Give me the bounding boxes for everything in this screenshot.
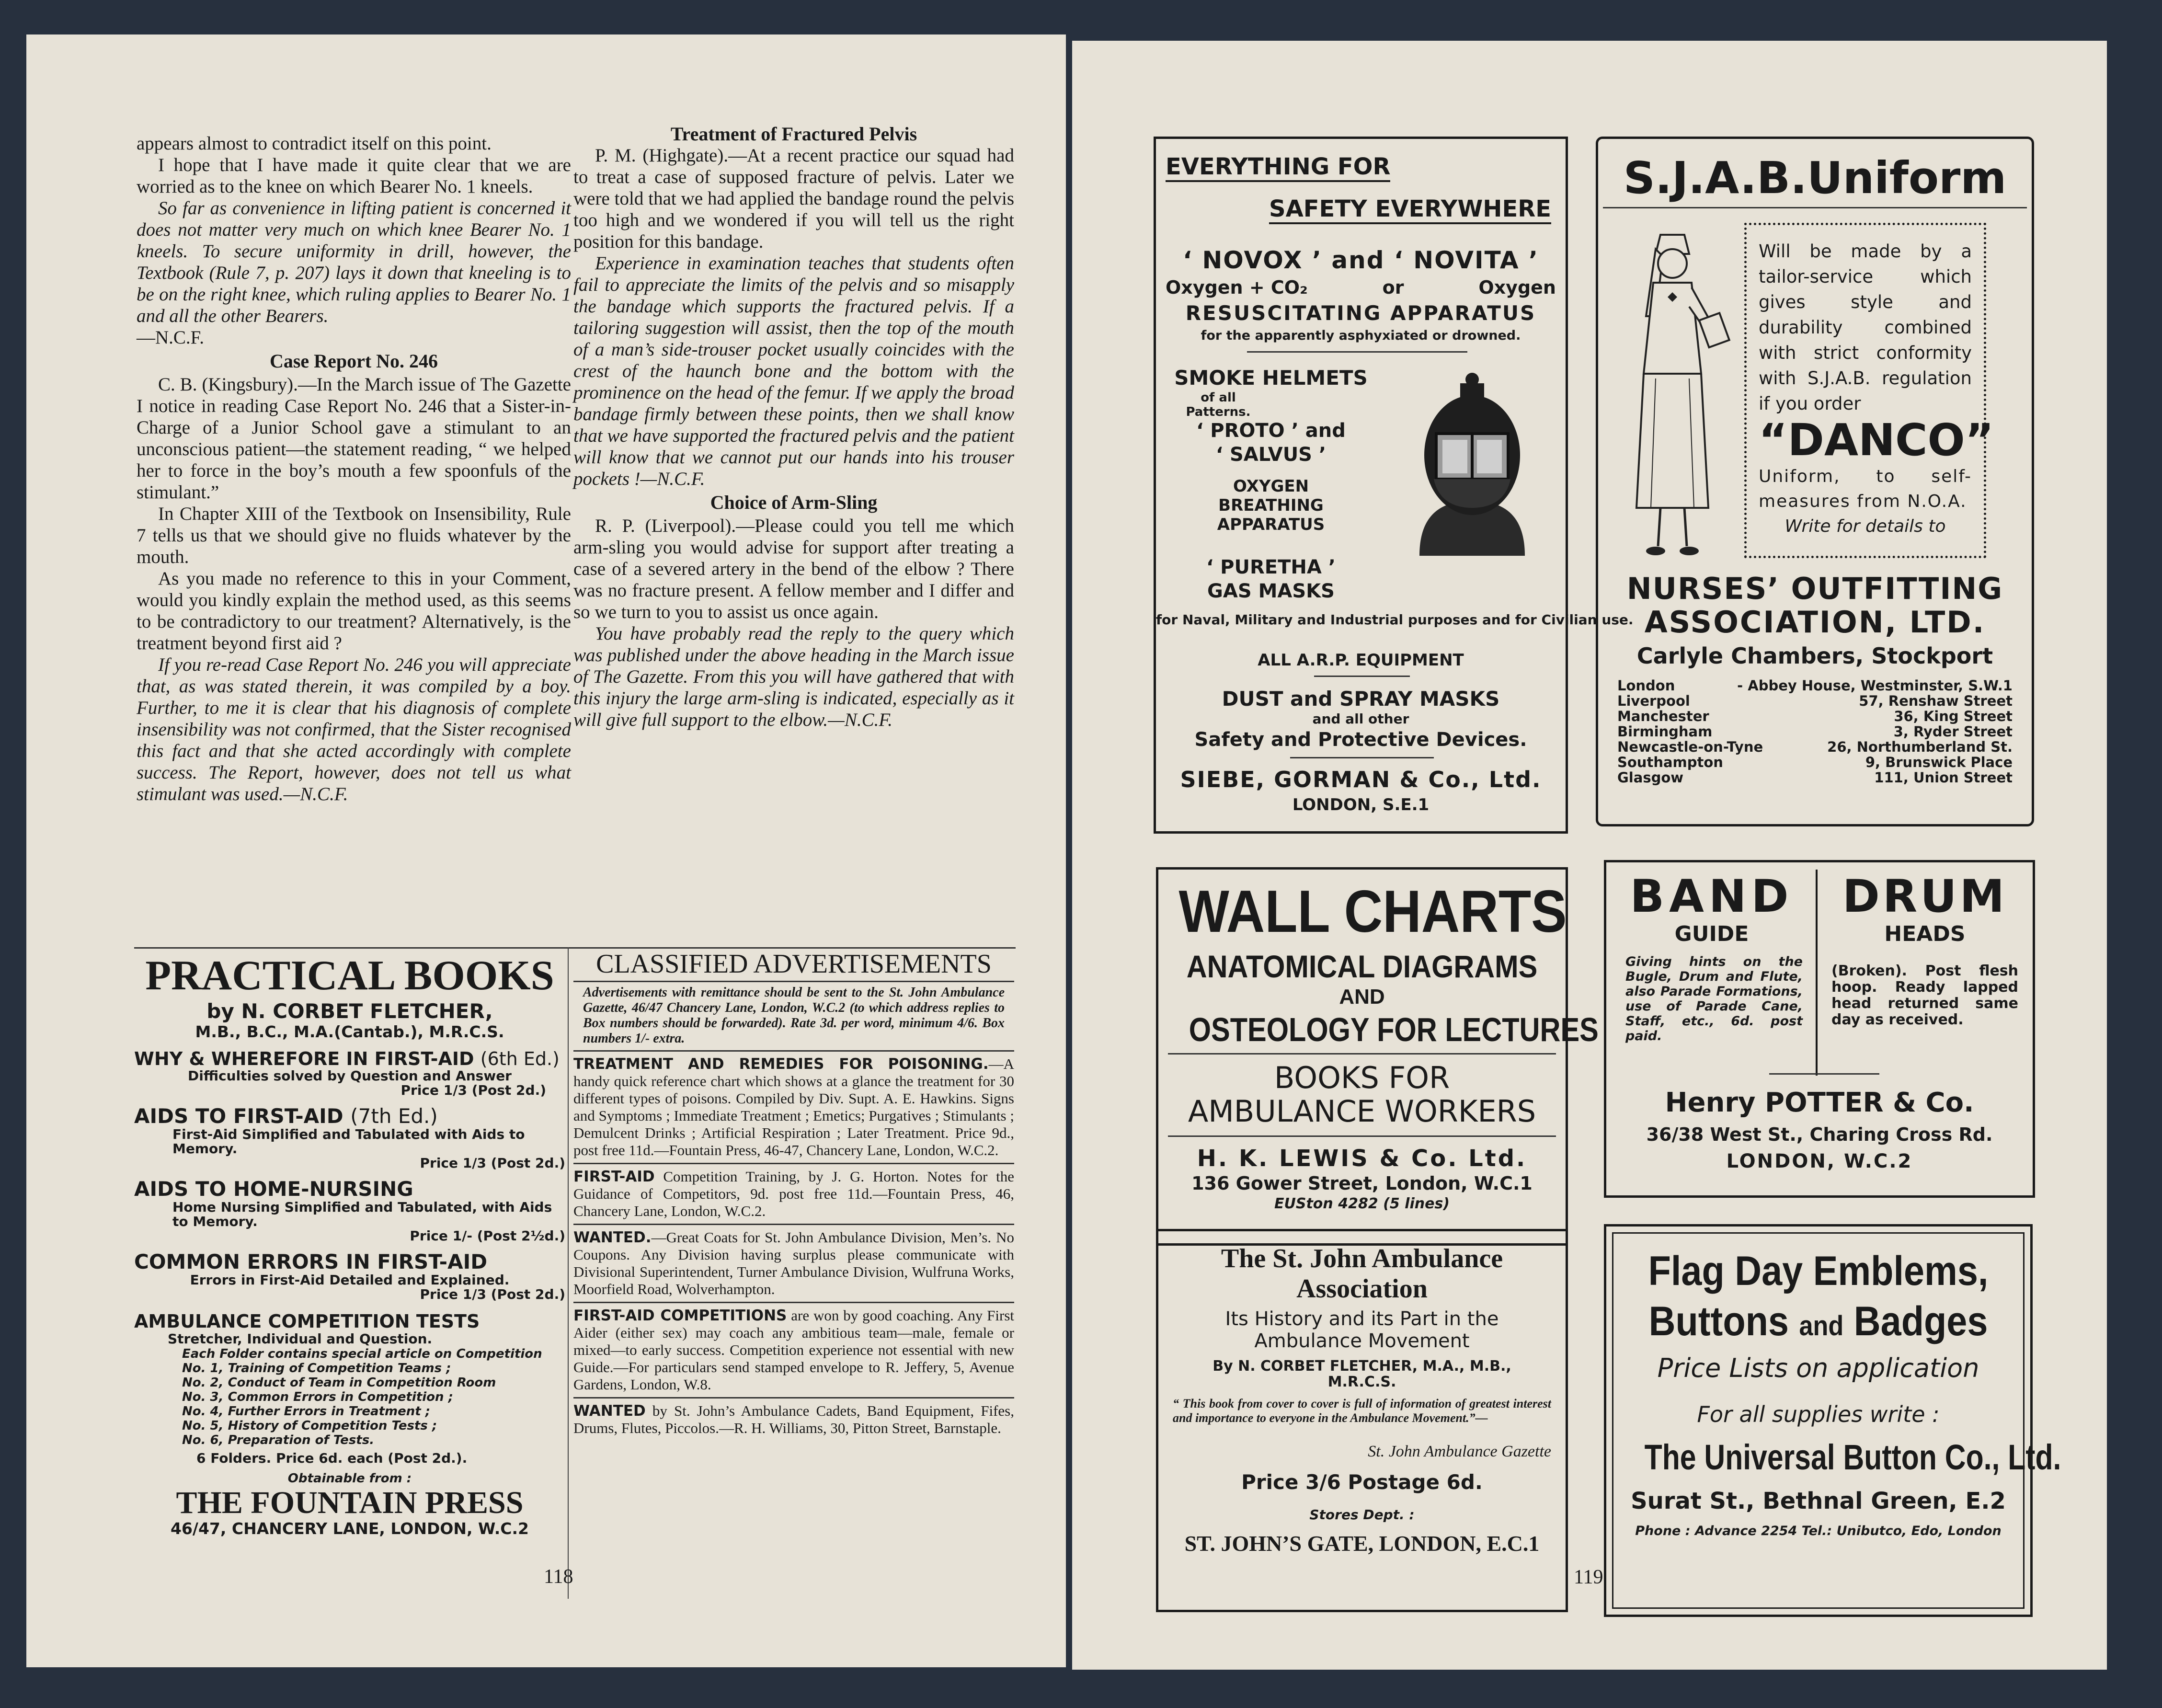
ad-subheadline: HEADS (1884, 922, 1966, 946)
product-line: ‘ SALVUS ’ (1215, 444, 1327, 466)
product-line: OXYGEN (1233, 477, 1309, 496)
competition-tests (134, 1311, 565, 1467)
gas-label: Oxygen (1478, 277, 1556, 298)
book-item (134, 1251, 565, 1302)
branch-row (1617, 724, 2013, 739)
branch-address: 57, Renshaw Street (1859, 693, 2013, 709)
product-desc: (Broken). Post flesh hoop. Ready lapped head returned same day as received. (1831, 963, 2018, 1028)
degrees: M.B., B.C., M.A.(Cantab.), M.R.C.S. (195, 1022, 504, 1041)
product-line: RESUSCITATING APPARATUS (1185, 301, 1536, 325)
author: By N. CORBET FLETCHER, M.A., M.B., (1213, 1358, 1511, 1375)
ad-headline: BAND (1630, 871, 1794, 923)
branch-city: London (1617, 677, 1675, 694)
branch-city: Manchester (1617, 708, 1709, 724)
product-line: ‘ PROTO ’ and (1196, 420, 1346, 442)
uniform-description: Write for details to (1785, 516, 1946, 536)
book-desc: First-Aid Simplified and Tabulated with Aids to Memory. (172, 1126, 525, 1157)
company-address: 36/38 West St., Charing Cross Rd. (1646, 1124, 1993, 1145)
test-item: No. 3, Common Errors in Competition ; (182, 1390, 453, 1404)
degrees: M.R.C.S. (1327, 1374, 1396, 1390)
test-item: No. 1, Training of Competition Teams ; (182, 1361, 451, 1376)
company-address: 136 Gower Street, London, W.C.1 (1191, 1173, 1533, 1194)
ad-headline: The St. John Ambulance (1221, 1244, 1503, 1273)
ad-headline: WALL CHARTS (1178, 879, 1567, 945)
publisher-address: 46/47, CHANCERY LANE, LONDON, W.C.2 (171, 1519, 529, 1538)
company-address: Carlyle Chambers, Stockport (1636, 643, 1993, 669)
branch-row (1617, 709, 2013, 724)
section-heading: Case Report No. 246 (269, 350, 438, 372)
author: by N. CORBET FLETCHER, (206, 999, 493, 1023)
book-desc: Home Nursing Simplified and Tabulated, with Aids to Memory. (172, 1199, 552, 1229)
company-address: Surat St., Bethnal Green, E.2 (1631, 1488, 2006, 1514)
book-price: Price 1/3 (Post 2d.) (420, 1155, 565, 1171)
ad-lead: WANTED (573, 1402, 646, 1420)
ad-headline: Association (1296, 1274, 1428, 1304)
classified-ad (573, 1168, 1014, 1220)
divider (573, 1050, 1014, 1052)
company-address: LONDON, W.C.2 (1726, 1150, 1913, 1172)
left-page (26, 34, 1066, 1667)
brand-name: “DANCO” (1759, 414, 1994, 466)
company-name: NURSES’ OUTFITTING (1626, 571, 2003, 606)
company-address: ST. JOHN’S GATE, LONDON, E.C.1 (1184, 1531, 1540, 1556)
ad-text: are won by good coaching. Any First Aider (either sex) may coach any ambitious team—male, female or mixed—to early success. Competition experience not essential with new Guide.—For particulars send stamped envelope to R. Jeffery, 5, Avenue Gardens, London, W.8. (573, 1307, 1014, 1393)
paragraph: Experience in examination teaches that students often fail to appreciate the limits of the pelvis and so misapply the bandage which supports the fractured pelvis. If a tailoring suggestion will assist, then the top of the mouth of a man’s side-trouser pocket usually coincides with the crest of the haunch bone and the bottom with the prominence on the head of the femur. If we apply the broad bandage firmly between these points, then we shall know that we have supported the fractured pelvis and the patient will know that we cannot put our hands into his trouser pockets !—N.C.F. (573, 253, 1014, 489)
branch-address: 9, Brunswick Place (1865, 754, 2013, 770)
classified-ad (573, 1307, 1014, 1393)
branch-row (1617, 739, 2013, 755)
review-source: St. John Ambulance Gazette (1368, 1443, 1551, 1460)
ad-headline: ANATOMICAL DIAGRAMS (1186, 949, 1538, 984)
tests-title: AMBULANCE COMPETITION TESTS (134, 1311, 480, 1332)
product-line: DUST and SPRAY MASKS (1222, 687, 1500, 711)
folders-price: 6 Folders. Price 6d. each (Post 2d.). (196, 1450, 468, 1466)
ad-text: —A handy quick reference chart which shows at a glance the treatment for 30 different types of poisons. Compiled by Div. Supt. A. E. Hawkins. Signs and Symptoms ; Immediate Treatment ; Emetics; Purgatives ; Stimulants ; Demulcent Drinks ; Artificial Respiration ; Later Treatment. Price 9d., post free 11d.—Fountain Press, 46-47, Chancery Lane, London, W.C.2. (573, 1055, 1014, 1158)
book-price: Price 1/3 (Post 2d.) (400, 1082, 546, 1098)
obtainable-label: Obtainable from : (287, 1471, 412, 1486)
test-item: No. 6, Preparation of Tests. (182, 1433, 375, 1447)
paragraph: As you made no reference to this in your Comment, would you kindly explain the method used, as this seems to be contradictory to our treatment? Alternatively, is the treatment beyond first aid ? (137, 568, 571, 653)
paragraph: R. P. (Liverpool).—Please could you tell me which arm-sling you would advise for support after treating a case of a severed artery in the bend of the elbow ? There was no fracture present. A fellow member and I differ and so we turn to you to assist us once again. (573, 516, 1014, 622)
product-line: ‘ PURETHA ’ (1206, 556, 1336, 578)
product-line: ALL A.R.P. EQUIPMENT (1258, 651, 1464, 670)
branch-address: 36, King Street (1894, 708, 2013, 724)
company-phone: Phone : Advance 2254 Tel.: Unibutco, Edo, London (1635, 1524, 2002, 1538)
ad-lead: FIRST-AID COMPETITIONS (573, 1307, 787, 1324)
right-page (1072, 41, 2107, 1670)
book-price: Price 1/3 (Post 2d.) (420, 1286, 565, 1302)
headline-word: Buttons (1648, 1298, 1789, 1344)
divider (573, 1224, 1014, 1225)
divider (573, 1397, 1014, 1398)
gas-line (1166, 277, 1556, 298)
company-name: ASSOCIATION, LTD. (1644, 605, 1986, 640)
section-heading: Treatment of Fractured Pelvis (670, 123, 917, 145)
company-name: H. K. LEWIS & Co. Ltd. (1197, 1145, 1527, 1172)
branch-list (1617, 678, 2013, 785)
ad-text: —Great Coats for St. John Ambulance Division, Men’s. No Coupons. Any Division having surplus please communicate with Divisional Superintendent, Turner Ambulance Division, Wulfruna Works, Moorfield Road, Wolverhampton. (573, 1229, 1014, 1297)
paragraph: You have probably read the reply to the query which was published under the above heading in the March issue of The Gazette. From this you will have gathered that with this injury the large arm-sling is indicated, especially as it will give full support to the elbow.—N.C.F. (573, 623, 1014, 730)
ad-text: Competition Training, by J. G. Horton. Notes for the Guidance of Competitors, 9d. post free 11d.—Fountain Press, 46, Chancery Lane, London, W.C.2. (573, 1168, 1014, 1219)
product-line: Safety and Protective Devices. (1194, 729, 1527, 751)
ad-subheadline: GUIDE (1674, 922, 1749, 946)
ad-lead: FIRST-AID (573, 1168, 655, 1185)
headline-word: and (1799, 1310, 1844, 1341)
divider (573, 1302, 1014, 1303)
company-phone: EUSton 4282 (5 lines) (1274, 1195, 1450, 1212)
ad-lead: TREATMENT AND REMEDIES FOR POISONING. (573, 1055, 989, 1073)
book-item (134, 1178, 565, 1243)
classified-ad (573, 1055, 1014, 1159)
test-item: No. 4, Further Errors in Treatment ; (182, 1404, 431, 1419)
product-desc: Giving hints on the Bugle, Drum and Flute, also Parade Formations, use of Parade Cane, Staff, etc., 6d. post paid. (1625, 954, 1803, 1043)
signature: —N.C.F. (137, 327, 204, 348)
headline-word: Badges (1853, 1298, 1988, 1344)
divider (573, 1163, 1014, 1164)
book-price: Price 1/- (Post 2½d.) (410, 1228, 565, 1244)
paragraph: In Chapter XIII of the Textbook on Insensibility, Rule 7 tells us that we should give no fluids whatever by the mouth. (137, 504, 571, 567)
nurse-uniform-illustration (1617, 220, 1732, 565)
henry-potter-ad (1604, 860, 2035, 1198)
ad-headline: DRUM (1842, 871, 2008, 923)
branch-city: Southampton (1617, 754, 1723, 770)
divider (1290, 757, 1434, 758)
classified-title: CLASSIFIED ADVERTISEMENTS (596, 949, 992, 979)
classified-ads (573, 947, 1014, 1441)
ad-title: PRACTICAL BOOKS (145, 952, 554, 999)
company-name: SIEBE, GORMAN & Co., Ltd. (1180, 767, 1542, 792)
branch-row (1617, 693, 2013, 709)
tests-subtitle: Stretcher, Individual and Question. (168, 1331, 433, 1347)
paragraph: P. M. (Highgate).—At a recent practice our squad had to treat a case of supposed fracture of pelvis. Later we were told that we had applied the bandage round the pelvis too high and we wondered if you will tell us the right position for this bandage. (573, 145, 1014, 252)
ad-lead: WANTED. (573, 1229, 652, 1246)
product-desc: for Naval, Military and Industrial purposes and for Civilian use. (1156, 612, 1634, 628)
gas-label: or (1382, 277, 1404, 298)
branch-city: Glasgow (1617, 769, 1684, 786)
product-line: BREATHING (1218, 496, 1324, 515)
gas-label: Oxygen + CO₂ (1166, 277, 1308, 298)
review-quote: “ This book from cover to cover is full of information of greatest interest and importance to everyone in the Ambulance Movement.”— (1173, 1397, 1551, 1425)
classified-note: Advertisements with remittance should be sent to the St. John Ambulance Gazette, 46/47 Chancery Lane, London, W.C.2 (to which address replies to Box numbers should be forwarded). Rate 3d. per word, minimum 4/6. Box numbers 1/- extra. (583, 985, 1005, 1046)
uniform-description: Uniform, to self-measures from N.O.A. (1759, 467, 1972, 511)
ad-subheadline: Ambulance Movement (1254, 1330, 1470, 1352)
smoke-helmet-illustration (1400, 364, 1544, 565)
branch-row (1617, 755, 2013, 770)
book-edition: (6th Ed.) (480, 1048, 560, 1069)
left-column-2 (573, 123, 1014, 731)
divider (1314, 676, 1410, 677)
ad-subheadline: Price Lists on application (1657, 1353, 1979, 1383)
product-line: SMOKE HELMETS (1174, 366, 1368, 390)
practical-books-ad (134, 952, 565, 1537)
ad-subheadline: Its History and its Part in the (1225, 1308, 1499, 1330)
ad-headline: EVERYTHING FOR (1166, 153, 1390, 182)
st-john-history-ad (1156, 1229, 1568, 1612)
product-desc: and all other (1312, 711, 1409, 727)
branch-city: Birmingham (1617, 723, 1713, 740)
divider (573, 981, 1014, 982)
test-item: No. 2, Conduct of Team in Competition Room (182, 1376, 496, 1390)
book-item (134, 1049, 565, 1098)
branch-city: Liverpool (1617, 693, 1690, 709)
ad-headline: SAFETY EVERYWHERE (1269, 195, 1551, 224)
stores-label: Stores Dept. : (1309, 1507, 1415, 1523)
book-title: AIDS TO FIRST-AID (134, 1104, 343, 1128)
classified-ad (573, 1402, 1014, 1437)
branch-address: 3, Ryder Street (1893, 723, 2013, 740)
ad-headline: BOOKS FOR (1274, 1060, 1450, 1095)
branch-row (1617, 678, 2013, 693)
uniform-text-panel (1744, 223, 1994, 558)
book-desc: Errors in First-Aid Detailed and Explained. (190, 1272, 510, 1288)
ad-title: S.J.A.B.Uniform (1623, 152, 2007, 204)
branch-address: 26, Northumberland St. (1827, 739, 2013, 755)
paragraph: So far as convenience in lifting patient is concerned it does not matter very much on which knee Bearer No. 1 kneels. To secure uniformity in drill, however, the Textbook (Rule 7, p. 207) lays it down that kneeling is to be on the right knee, which ruling applies to Bearer No. 1 and all the other Bearers. (137, 198, 571, 326)
branch-city: Newcastle-on-Tyne (1617, 739, 1763, 755)
classified-ad (573, 1229, 1014, 1298)
branch-address: 111, Union Street (1874, 769, 2013, 786)
ad-headline: Flag Day Emblems, (1648, 1248, 1989, 1294)
divider (1603, 207, 2027, 208)
column-divider (568, 947, 569, 1599)
paragraph: C. B. (Kingsbury).—In the March issue of The Gazette I notice in reading Case Report No. 246 that a Sister-in-Charge of a Junior School gave a stimulant to an unconscious patient—the statement reading, “ we helped her to force in the boy’s mouth a few spoonfuls of the stimulant.” (137, 374, 571, 503)
siebe-gorman-ad (1154, 137, 1634, 834)
ad-headline: AND (1339, 985, 1385, 1009)
book-edition: (7th Ed.) (350, 1104, 438, 1128)
branch-row (1617, 770, 2013, 785)
page-number: 119 (1574, 1566, 1603, 1588)
ad-headline: OSTEOLOGY FOR LECTURES (1189, 1011, 1599, 1048)
tests-note: Each Folder contains special article on Competition (182, 1347, 542, 1361)
paragraph: appears almost to contradict itself on this point. (137, 133, 492, 154)
hk-lewis-ad (1156, 867, 1599, 1246)
ad-headline: AMBULANCE WORKERS (1188, 1094, 1536, 1129)
branch-address: - Abbey House, Westminster, S.W.1 (1737, 677, 2013, 694)
product-line: APPARATUS (1217, 515, 1325, 534)
company-address: LONDON, S.E.1 (1292, 795, 1430, 814)
universal-button-ad (1604, 1224, 2061, 1617)
uniform-description: Will be made by a tailor-service which gives style and durability combined with strict conformity with S.J.A.B. regulation if you order (1759, 241, 1972, 414)
paragraph: If you re-read Case Report No. 246 you will appreciate that, as was stated therein, it was compiled by a boy. Further, to me it is clear that his diagnosis of complete insensibility was not confirmed, that the Sister recognised this fact and that she acted accordingly with complete success. The Report, however, does not tell us what stimulant was used.—N.C.F. (137, 654, 571, 804)
test-item: No. 5, History of Competition Tests ; (182, 1419, 437, 1433)
book-price: Price 3/6 Postage 6d. (1241, 1470, 1483, 1494)
divider (1168, 1053, 1556, 1055)
product-desc: for the apparently asphyxiated or drowned. (1201, 328, 1521, 343)
divider (1769, 1073, 1879, 1075)
column-divider (1816, 870, 1818, 1076)
publisher-name: THE FOUNTAIN PRESS (176, 1485, 524, 1520)
book-title: COMMON ERRORS IN FIRST-AID (134, 1250, 488, 1273)
product-name: ‘ NOVOX ’ and ‘ NOVITA ’ (1183, 246, 1539, 274)
ad-text: by St. John’s Ambulance Cadets, Band Equipment, Fifes, Drums, Flutes, Piccolos.—R. H. Williams, 30, Pitton Street, Barnstaple. (573, 1402, 1014, 1436)
book-desc: Difficulties solved by Question and Answer (187, 1068, 512, 1084)
book-title: AIDS TO HOME-NURSING (134, 1177, 413, 1201)
page-number: 118 (544, 1566, 573, 1588)
section-heading: Choice of Arm-Sling (710, 492, 878, 513)
left-column-1 (137, 133, 571, 805)
sjab-uniform-ad (1596, 137, 2034, 826)
product-line: GAS MASKS (1207, 580, 1335, 602)
company-name: The Universal Button Co., Ltd. (1644, 1437, 2061, 1477)
divider (1247, 351, 1467, 353)
book-title: WHY & WHEREFORE IN FIRST-AID (134, 1048, 474, 1069)
company-name: Henry POTTER & Co. (1665, 1087, 1974, 1118)
paragraph: I hope that I have made it quite clear that we are worried as to the knee on which Bearer No. 1 kneels. (137, 155, 571, 197)
book-item (134, 1105, 565, 1170)
ad-subheadline: For all supplies write : (1697, 1401, 1940, 1427)
product-desc: of all Patterns. (1186, 390, 1251, 419)
divider (1168, 1135, 1556, 1137)
ad-headline (1627, 1298, 2009, 1349)
